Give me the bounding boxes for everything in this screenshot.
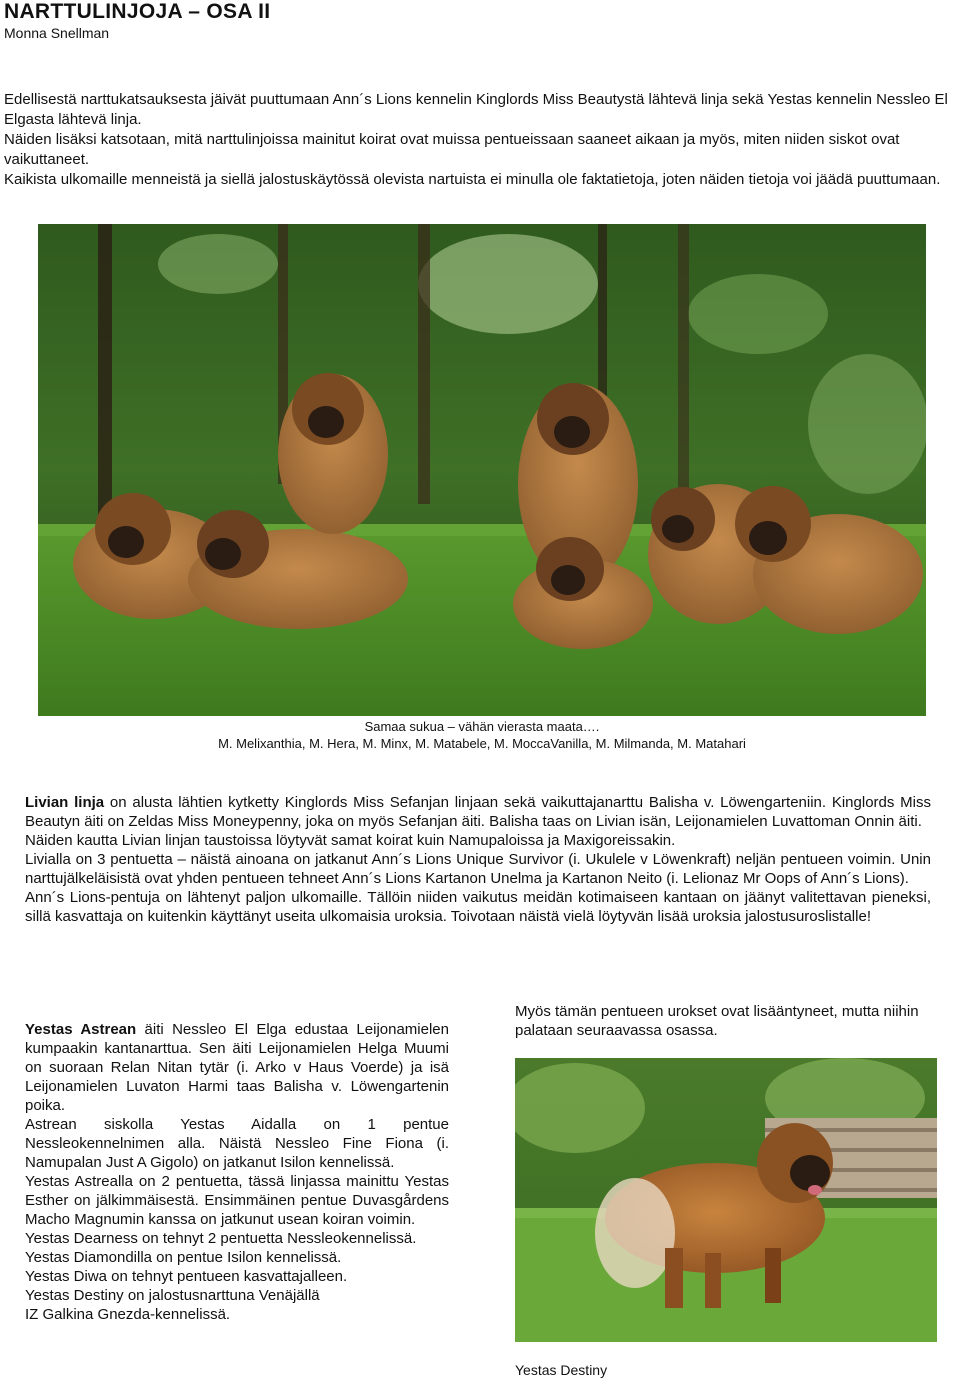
yestas-paragraph: IZ Galkina Gnezda-kennelissä. [25,1306,231,1323]
yestas-paragraph: Astrean siskolla Yestas Aidalla on 1 pentue Nessleokennelnimen alla. Näistä Nessleo Fine Fiona (i. Namupalan Just A Gigolo) on jatkanut Isilon kennelissä. [25,1116,449,1171]
destiny-photo [515,1058,937,1342]
livia-paragraph: Livialla on 3 pentuetta – näistä ainoana on jatkanut Ann´s Lions Unique Survivor (i. Ukulele v Löwenkraft) neljän pentueen voimin. Unin narttujälkeläisistä ovat yhden pentueen tehneet Ann´s Lions Kartanon Unelma ja Kartanon Neito (i. Lelionaz Mr Oops of Ann´s Lions). [25,851,931,887]
livia-section [25,793,931,926]
destiny-photo-image [515,1058,937,1342]
livia-paragraph [25,793,931,831]
caption-line: Samaa sukua – vähän vierasta maata…. [364,719,600,734]
right-column-text: Myös tämän pentueen urokset ovat lisääntyneet, mutta niihin palataan seuraavassa osassa. [515,1003,919,1039]
livia-heading: Livian linja [25,794,105,811]
yestas-paragraph: Yestas Diamondilla on pentue Isilon kennelissä. [25,1249,342,1266]
yestas-paragraph: Yestas Destiny on jalostusnarttuna Venäjällä [25,1287,320,1304]
intro-paragraph: Edellisestä narttukatsauksesta jäivät puuttumaan Ann´s Lions kennelin Kinglords Miss Beautystä lähtevä linja sekä Yestas kennelin Nessleo El Elgasta lähtevä linja. [4,91,948,128]
article-author: Monna Snellman [4,25,110,41]
group-photo [38,224,926,716]
dog-figure [278,373,388,534]
article-title: NARTTULINJOJA – OSA II [4,0,271,23]
yestas-heading: Yestas Astrean [25,1021,137,1038]
livia-paragraph: Ann´s Lions-pentuja on lähtenyt paljon ulkomaille. Tällöin niiden vaikutus meidän kotimaiseen kantaan on jäänyt valitettavan pieneksi, sillä kasvattaja on kuitenkin käyttänyt useita ulkomaisia uroksia. Toivotaan näistä vielä löytyvän lisää uroksia jalostusuroslistalle! [25,889,931,925]
yestas-section [25,1020,449,1324]
destiny-photo-caption: Yestas Destiny [515,1362,608,1378]
intro-section [4,90,956,190]
yestas-paragraph: Yestas Dearness on tehnyt 2 pentuetta Nessleokennelissä. [25,1230,417,1247]
intro-paragraph: Kaikista ulkomaille menneistä ja siellä jalostuskäytössä olevista nartuista ei minulla ole faktatietoja, joten näiden tietoja voi jäädä puuttumaan. [4,171,941,188]
livia-paragraph: Näiden kautta Livian linjan taustoissa löytyvät samat koirat kuin Namupaloissa ja Maxigoreissakin. [25,832,676,849]
intro-paragraph: Näiden lisäksi katsotaan, mitä narttulinjoissa mainitut koirat ovat muissa pentueissaan saaneet aikaan ja myös, miten niiden siskot ovat vaikuttaneet. [4,131,900,168]
group-photo-image [38,224,926,716]
yestas-paragraph [25,1020,449,1115]
yestas-paragraph: Yestas Diwa on tehnyt pentueen kasvattajalleen. [25,1268,348,1285]
yestas-paragraph: Yestas Astreallа on 2 pentuetta, tässä linjassa mainittu Yestas Esther on jälkimmäisestä. Ensimmäinen pentue Duvasgårdens Macho Magnumin kanssa on jatkunut usean koiran voimin. [25,1173,449,1228]
group-photo-caption [38,718,926,752]
caption-line: M. Melixanthia, M. Hera, M. Minx, M. Matabele, M. MoccaVanilla, M. Milmanda, M. Matahari [218,736,746,751]
livia-paragraph-text: on alusta lähtien kytketty Kinglords Miss Sefanjan linjaan sekä vaikuttajanarttu Balisha v. Löwengarteniin. Kinglords Miss Beautyn äiti on Zeldas Miss Moneypenny, joka on myös Sefanjan äiti. Balisha taas on Livian isän, Leijonamielen Luvattoman Onnin äiti. [25,794,931,830]
yestas-paragraph-text: äiti Nessleo El Elga edustaa Leijonamielen kumpaakin kantanarttua. Sen äiti Leijonamielen Helga Muumi on suoraan Relan Nitan tytär (i. Arko v Haus Voerde) ja isä Leijonamielen Luvaton Harmi taas Balisha v. Löwengartenin poika. [25,1021,449,1114]
